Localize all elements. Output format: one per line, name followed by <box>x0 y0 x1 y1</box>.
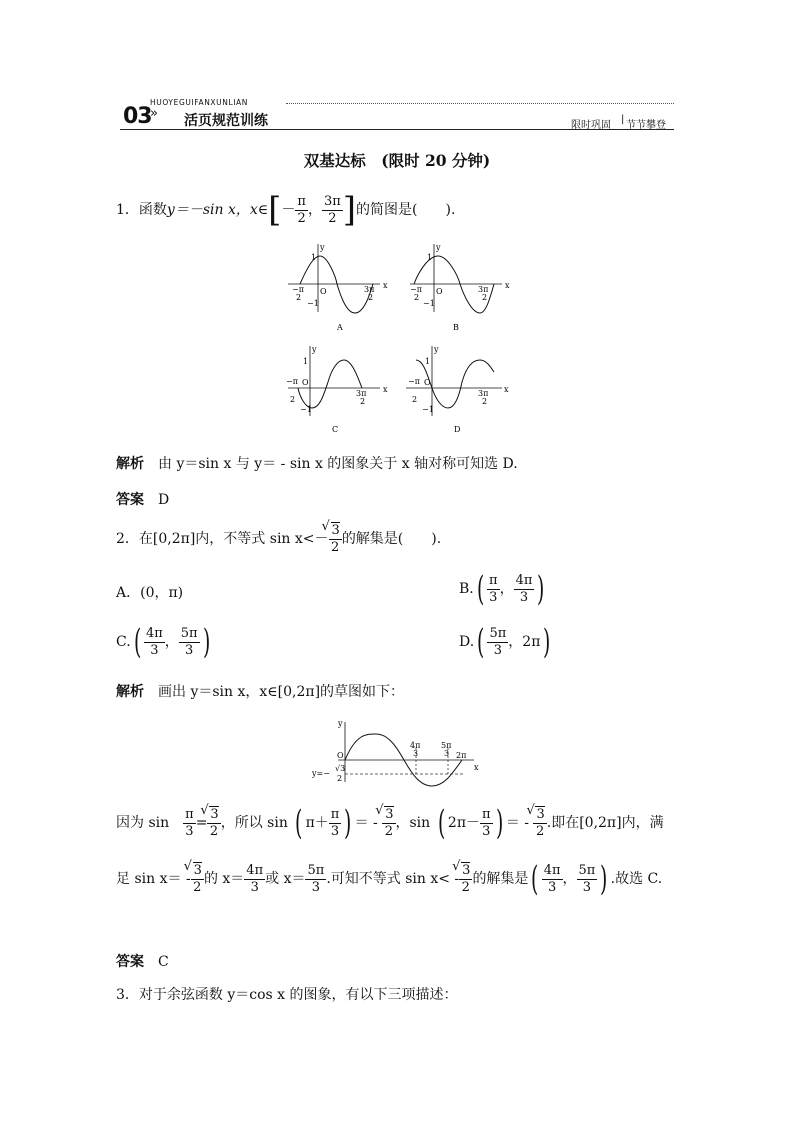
q2-stem: 2．在[0,2π]内，不等式 sin x<－ √ $\frac{3}{2}$ 的解集是( ). <box>116 522 441 556</box>
svg-text:1: 1 <box>303 357 309 366</box>
svg-text:2: 2 <box>414 293 420 302</box>
q1-frac-a: $\frac{\pi}{2}$ <box>297 193 306 226</box>
svg-text:−π: −π <box>410 285 422 294</box>
q2-analysis: 解析 画出 y＝sin x，x∈[0,2π]的草图如下： <box>116 684 405 700</box>
svg-text:2: 2 <box>360 397 366 406</box>
svg-text:2: 2 <box>296 293 302 302</box>
svg-text:y=−: y=− <box>312 769 330 778</box>
svg-text:3π: 3π <box>478 285 489 294</box>
svg-text:y: y <box>320 243 325 252</box>
q1-stem: 1．函数y＝－sin x，x∈[－ $\frac{\pi}{2}$ ， $\frac{3\pi}{2}$ ]的简图是( ). <box>116 190 456 230</box>
svg-text:2π: 2π <box>456 751 467 760</box>
svg-text:−1: −1 <box>423 299 435 308</box>
header-tag-left: 限时巩固 <box>571 120 611 131</box>
svg-text:3π: 3π <box>364 285 375 294</box>
bracket-right: ] <box>342 190 357 230</box>
q2-because-line: 因为 sin $\frac{\pi}{3}$ = √ $\frac{3}{2}$ ，所以 sin ( π＋ $\frac{\pi}{3}$ ) ＝ - √ $\frac{3}{2}$ ，sin ( 2π－ $\frac{\pi}{3}$ ) ＝ - √ $\frac{3}{2}$ .即在[0,2π]内，满 <box>116 806 664 840</box>
answer-value: D <box>158 492 170 508</box>
graph-c-label: C <box>332 425 339 434</box>
graph-d-label: D <box>454 425 461 434</box>
svg-text:O: O <box>302 378 309 387</box>
svg-text:x: x <box>383 281 388 290</box>
svg-text:O: O <box>337 751 344 760</box>
svg-text:O: O <box>436 287 443 296</box>
graph-b <box>410 243 510 332</box>
answer-label: 答案 <box>116 492 144 508</box>
bracket-left: [ <box>268 190 282 230</box>
q2-frac: √ $\frac{3}{2}$ <box>329 522 342 556</box>
svg-text:4π: 4π <box>410 741 421 750</box>
graph-a <box>288 243 388 332</box>
chevron-icon: » <box>150 106 158 121</box>
svg-text:−π: −π <box>408 377 420 386</box>
graph-d <box>406 345 509 434</box>
svg-text:3: 3 <box>444 749 450 758</box>
q2-option-c: C.( $\frac{4\pi}{3}$ ， $\frac{5\pi}{3}$ ) <box>116 622 210 662</box>
q1-pre: 函数 <box>138 202 167 218</box>
svg-text:1: 1 <box>425 357 431 366</box>
header-rule <box>120 129 674 130</box>
svg-text:y: y <box>436 243 441 252</box>
svg-text:x: x <box>505 281 510 290</box>
svg-text:−1: −1 <box>422 405 434 414</box>
svg-text:1: 1 <box>427 253 433 262</box>
analysis-label: 解析 <box>116 456 144 472</box>
header-pinyin: HUOYEGUIFANXUNLIAN <box>150 98 248 107</box>
svg-text:O: O <box>320 287 327 296</box>
svg-text:x: x <box>504 385 509 394</box>
graph-c <box>286 345 388 434</box>
q2-satisfy-line: 足 sin x＝ - √ $\frac{3}{2}$ 的 x＝ $\frac{4\pi}{3}$ 或 x＝ $\frac{5\pi}{3}$ .可知不等式 sin x< - √ $\frac{3}{2}$ 的解集是( $\frac{4\pi}{3}$ ， $\frac{5\pi}{3}$ ) .故选 C. <box>116 862 662 896</box>
q1-number: 1． <box>116 202 139 218</box>
svg-text:2: 2 <box>482 397 488 406</box>
header-title: 活页规范训练 <box>184 113 268 129</box>
graph-b-label: B <box>453 323 459 332</box>
svg-text:3π: 3π <box>356 389 367 398</box>
svg-text:2: 2 <box>482 293 488 302</box>
q2-option-d: D.( $\frac{5\pi}{3}$ ，2π) <box>459 622 551 662</box>
svg-text:√3: √3 <box>335 764 346 773</box>
q2-sketch <box>308 716 488 788</box>
q3-stem: 3．对于余弦函数 y＝cos x 的图象，有以下三项描述： <box>116 987 458 1003</box>
q1-post: 的简图是( ). <box>356 202 456 218</box>
q1-frac-b: $\frac{3\pi}{2}$ <box>323 193 341 226</box>
q1-graphs <box>280 238 520 438</box>
header-dotted-rule <box>286 103 674 104</box>
q1-analysis <box>116 453 518 473</box>
svg-text:−1: −1 <box>307 299 319 308</box>
svg-text:y: y <box>338 719 343 728</box>
q2-answer: 答案 C <box>116 954 169 970</box>
q2-option-b: B.( $\frac{\pi}{3}$ ， $\frac{4\pi}{3}$ ) <box>459 569 545 609</box>
svg-text:5π: 5π <box>441 741 452 750</box>
svg-text:−π: −π <box>292 285 304 294</box>
svg-text:y: y <box>312 345 317 354</box>
section-number: 03 <box>123 104 152 129</box>
svg-text:x: x <box>383 385 388 394</box>
header-tag-right: 节节攀登 <box>626 120 666 131</box>
section-title: 双基达标 (限时 20 分钟) <box>303 151 491 170</box>
svg-text:2: 2 <box>368 293 374 302</box>
q1-func: y＝－sin x，x∈ <box>166 202 269 218</box>
svg-text:−π: −π <box>286 377 298 386</box>
svg-text:2: 2 <box>290 395 296 404</box>
svg-text:2: 2 <box>412 395 418 404</box>
header-tag-divider: | <box>621 114 625 125</box>
svg-text:O: O <box>424 378 431 387</box>
svg-text:−1: −1 <box>300 405 312 414</box>
svg-text:x: x <box>474 763 479 772</box>
q1-answer <box>116 489 169 509</box>
graph-a-label: A <box>337 323 343 332</box>
svg-text:y: y <box>434 345 439 354</box>
q2-option-a: A．(0，π) <box>116 585 184 601</box>
analysis-text: 由 y＝sin x 与 y＝ - sin x 的图象关于 x 轴对称可知选 D. <box>158 456 518 472</box>
svg-text:2: 2 <box>337 774 343 783</box>
svg-text:1: 1 <box>311 253 317 262</box>
svg-text:3: 3 <box>413 749 419 758</box>
svg-text:3π: 3π <box>478 389 489 398</box>
